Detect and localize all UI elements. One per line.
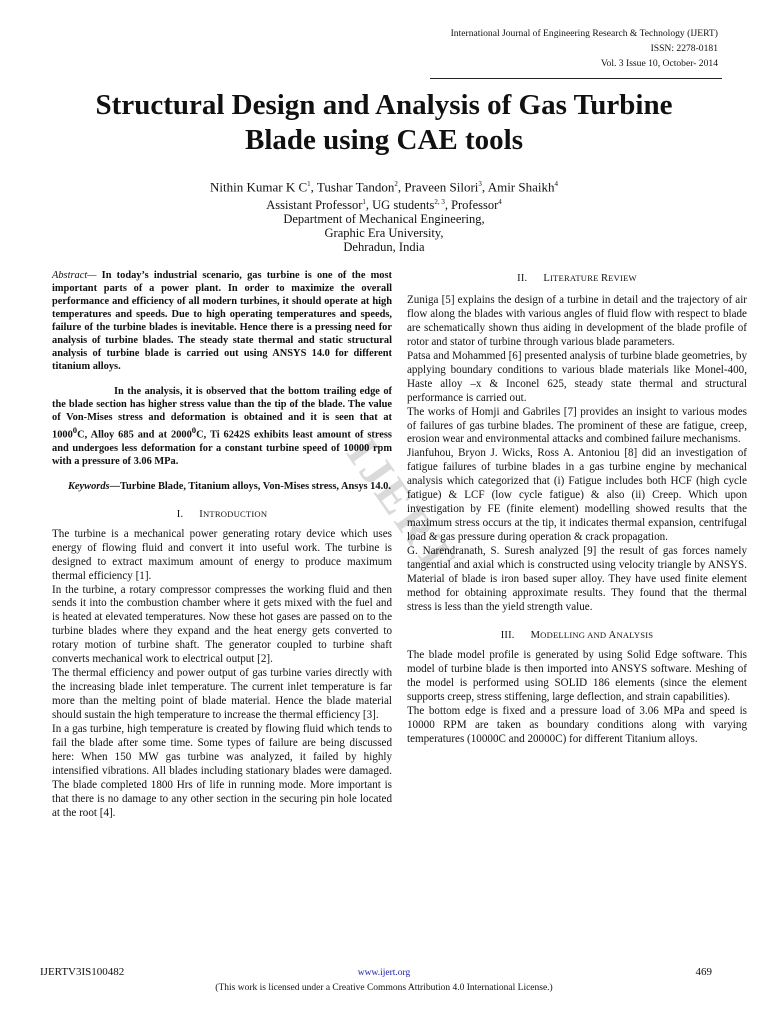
- heading-initial-2: R: [600, 273, 609, 284]
- author-2: Tushar Tandon: [316, 179, 395, 195]
- author-roles: Assistant Professor$^1$, UG students$^{2, 3}$, Professor$^4$: [266, 198, 502, 213]
- section-number: III.: [500, 629, 515, 641]
- heading-rest: NTRODUCTION: [202, 508, 268, 519]
- keywords-label: Keywords—: [68, 480, 120, 492]
- abstract-text-2a: In the analysis, it is observed that the bottom trailing edge of the blade section has higher stress value than the tip of the blade. The value of Von-Mises stress and deformation is obtained and it is seen that at 1000: [52, 385, 392, 441]
- journal-url-link[interactable]: www.ijert.org: [357, 968, 411, 978]
- keywords-text: Turbine Blade, Titanium alloys, Von-Mises stress, Ansys 14.0.: [119, 480, 391, 492]
- title-line-1: Structural Design and Analysis of Gas Turbine: [95, 89, 673, 121]
- intro-paragraph-2: In the turbine, a rotary compressor compresses the working fluid and then sends it into the combustion chamber where it gets mixed with the fuel and is heated at elevated temperatures. Now these hot gases are passed on to the turbine blades where they expand and the heat energy gets converted to rotary motion of turbine shaft. The generator coupled to turbine shaft converts mechanical work to electrical output [2].: [52, 583, 392, 666]
- intro-paragraph-1: The turbine is a mechanical power generating rotary device which uses energy of flowing fluid and convert it into useful work. The turbine is designed to extract maximum amount of energy to produce maximum thermal efficiency [1].: [52, 527, 392, 582]
- heading-rest-2: EVIEW: [608, 273, 637, 283]
- lit-paragraph-1: Zuniga [5] explains the design of a turbine in detail and the trajectory of air flow along the blades with various angles of fluid flow with respect to blade are schematically shown thus aiding in development of the blade profile of rotor and stator of turbine through various blade parameters.: [407, 293, 747, 348]
- author-4: Amir Shaikh: [487, 179, 555, 195]
- section-heading-introduction: [52, 508, 392, 522]
- heading-rest-2: NALYSIS: [616, 629, 654, 640]
- author-names: Nithin Kumar K $C^1$, Tushar Tandon$^2$, Praveen Silori$^3$, Amir Shaikh$^4$: [210, 179, 558, 195]
- intro-paragraph-4: In a gas turbine, high temperature is created by flowing fluid which tends to fail the blade after some time. Some types of failure are being discussed here: When 150 MW gas turbine was analyzed, it failed by highly intensified vibrations. All blades including stationary blades were damaged. The blade completed 1800 Hrs of life in running mode. More important is that there is no damage to any other section in the securing pin hole located at the root [4].: [52, 723, 392, 819]
- abstract-text-2b: C, Alloy 685 and at 2000: [77, 429, 192, 441]
- heading-initial: M: [530, 629, 541, 641]
- author-department: Department of Mechanical Engineering,: [283, 212, 485, 227]
- license-notice: (This work is licensed under a Creative Commons Attribution 4.0 International License.): [215, 983, 553, 993]
- keywords: [52, 481, 392, 494]
- title-line-2: Blade using CAE tools: [245, 124, 523, 156]
- heading-initial: L: [543, 273, 550, 284]
- lit-paragraph-2: Patsa and Mohammed [6] presented analysis of turbine blade geometries, by applying boundary conditions to various blade materials like Monel-400, Haste alloy –x & Inconel 625, steady state thermal and structural performance is carried out.: [407, 349, 747, 404]
- author-3-sup: 3: [478, 180, 482, 188]
- author-city: Dehradun, India: [343, 240, 425, 255]
- author-1: Nithin Kumar K C: [210, 179, 308, 195]
- right-column: [407, 272, 747, 747]
- journal-name: International Journal of Engineering Research & Technology (IJERT): [450, 28, 718, 39]
- lit-paragraph-5: G. Narendranath, S. Suresh analyzed [9] the result of gas forces namely tangential and axial which is constructed using velocity triangle by ANSYS. Material of blade is iron based super alloy. They have used finite element method for obtaining approximate results. They found that the thermal stress is less than the yield strength value.: [407, 545, 747, 613]
- author-3: Praveen Silori: [404, 179, 479, 195]
- paper-id: IJERTV3IS100482: [40, 966, 125, 978]
- role-1: Assistant Professor: [266, 198, 363, 213]
- degree-sup-1: 0: [72, 425, 78, 436]
- degree-sup-2: 0: [191, 425, 197, 436]
- section-heading-modelling: [407, 629, 747, 643]
- abstract-label: Abstract—: [52, 270, 97, 281]
- abstract-text-2c: C, Ti 6242S exhibits least amount of stress and undergoes less deformation for a constant turbine speed of 10000 rpm with a pressure of 3.06 MPa.: [52, 429, 392, 467]
- heading-initial-2: A: [608, 629, 617, 641]
- author-4-sup: 4: [554, 180, 558, 188]
- journal-issn: ISSN: 2278-0181: [650, 43, 718, 54]
- watermark: IJERT: [336, 428, 467, 585]
- header-divider: [430, 78, 722, 79]
- model-paragraph-2: The bottom edge is fixed and a pressure load of 3.06 MPa and speed is 10000 RPM are taken as boundary conditions along with varying temperatures (10000C and 20000C) for different Titanium alloys.: [407, 704, 747, 745]
- role-3: Professor: [451, 198, 499, 213]
- author-1-sup: 1: [307, 180, 311, 188]
- left-column: [52, 270, 392, 821]
- abstract-paragraph-1: [52, 270, 392, 374]
- model-paragraph-1: The blade model profile is generated by using Solid Edge software. This model of turbine blade is then imported into ANSYS software. Meshing of the model is performed using SOLID 186 elements (since the element supports creep, stress stiffening, large deflection, and strain capabilities).: [407, 648, 747, 703]
- journal-volume: Vol. 3 Issue 10, October- 2014: [600, 58, 718, 69]
- intro-paragraph-3: The thermal efficiency and power output of gas turbine varies directly with the increasing blade inlet temperature. The current inlet temperature is far more than the melting point of blade material. Hence the blade material should sustain the high temperature to increase the thermal efficiency [3].: [52, 667, 392, 722]
- paper-title: [40, 88, 728, 158]
- section-heading-literature-review: [407, 272, 747, 286]
- author-2-sup: 2: [394, 180, 398, 188]
- abstract-text-1: In today’s industrial scenario, gas turbine is one of the most important parts of a power plant. In order to maximize the overall performance and efficiency of all modern turbines, it should operate at high temperatures and speeds. Due to high operating temperatures and speeds, failure of the turbine blades is inevitable. Hence there is a pressing need for analysis of turbine blades. The steady state thermal and static structural analysis of turbine blade is carried out using ANSYS 14.0 for different titanium alloys.: [52, 270, 392, 372]
- journal-header: [451, 26, 718, 71]
- section-number: I.: [176, 508, 184, 520]
- role-2-sup: 2, 3: [434, 198, 445, 207]
- author-university: Graphic Era University,: [324, 226, 444, 241]
- lit-paragraph-3: The works of Homji and Gabriles [7] provides an insight to various modes of failures of gas turbine blades. The prominent of these are fatigue, creep, erosion wear and environmental attacks and combined failure mechanisms.: [407, 405, 747, 446]
- page-number: 469: [695, 966, 712, 978]
- role-3-sup: 4: [498, 198, 502, 207]
- abstract-paragraph-2: [52, 386, 392, 469]
- section-number: II.: [517, 273, 528, 284]
- role-1-sup: 1: [362, 198, 366, 207]
- author-block: [40, 176, 728, 254]
- lit-paragraph-4: Jianfuhou, Bryon J. Wicks, Ross A. Antoniou [8] did an investigation of fatigue failures of turbine blades in a gas turbine engine by mechanical analysis which categorized that (i) Fatigue includes both HCF (high cycle fatigue) & LCF (low cycle fatigue) & also (ii) Creep. Which upon investigation by FE (finite element) modelling showed results that the maximum stress occurs at the tip, it indicates thermal expansion, centrifugal load & gas pressure during operation & crack propagation.: [407, 447, 747, 544]
- role-2: UG students: [372, 198, 435, 213]
- heading-rest: ODELLING AND: [540, 629, 609, 640]
- heading-rest: ITERATURE: [550, 273, 601, 283]
- abstract: [52, 270, 392, 494]
- heading-initial: I: [199, 508, 203, 520]
